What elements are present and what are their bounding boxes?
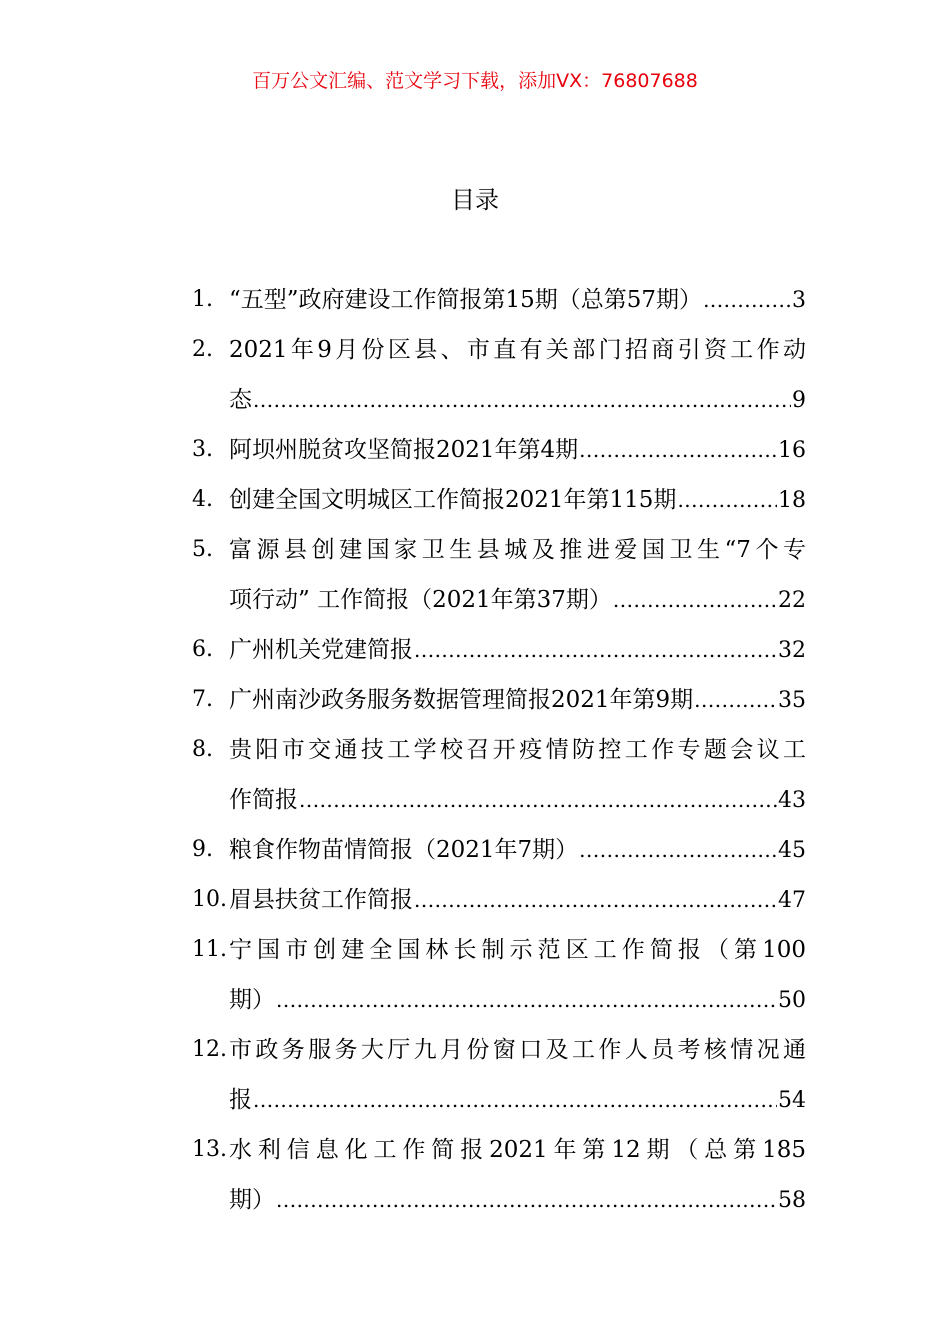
toc-entry-title: 期） xyxy=(229,1187,275,1213)
toc-page-number: 45 xyxy=(778,838,806,863)
dot-leader xyxy=(414,625,777,675)
toc-page-number: 3 xyxy=(792,288,806,313)
toc-page-number: 22 xyxy=(778,588,806,613)
dot-leader xyxy=(703,275,791,325)
toc-page-number: 47 xyxy=(778,888,806,913)
toc-entry-title: 创建全国文明城区工作简报2021年第115期 xyxy=(229,487,677,513)
toc-entry[interactable] xyxy=(192,1125,806,1225)
toc-page-number: 35 xyxy=(778,688,806,713)
toc-entry[interactable] xyxy=(192,525,806,625)
watermark-banner: 百万公文汇编、范文学习下载，添加VX：76807688 xyxy=(252,70,698,92)
toc-line xyxy=(192,575,806,625)
toc-line xyxy=(192,525,806,575)
toc-line xyxy=(192,625,806,675)
toc-leader-row xyxy=(229,475,806,525)
toc-entry-number: 7. xyxy=(192,687,213,712)
toc-entry-title: 广州南沙政务服务数据管理简报2021年第9期 xyxy=(229,687,694,713)
toc-entry-title: 阿坝州脱贫攻坚简报2021年第4期 xyxy=(229,437,579,463)
dot-leader xyxy=(299,775,777,825)
toc-line xyxy=(192,275,806,325)
toc-entry-title: 作简报 xyxy=(229,787,298,813)
toc-entry-number: 8. xyxy=(192,737,213,762)
toc-leader-row xyxy=(229,875,806,925)
toc-line xyxy=(192,475,806,525)
dot-leader xyxy=(694,675,777,725)
toc-entry[interactable] xyxy=(192,825,806,875)
toc-page-number: 54 xyxy=(778,1088,806,1113)
toc-line xyxy=(192,875,806,925)
toc-leader-row xyxy=(229,775,806,825)
toc-entry-number: 10. xyxy=(192,887,227,912)
toc-entry-title: 期） xyxy=(229,987,275,1013)
toc-page-number: 58 xyxy=(778,1188,806,1213)
dot-leader xyxy=(677,475,777,525)
toc-page-number: 43 xyxy=(778,788,806,813)
toc-entry-number: 3. xyxy=(192,437,213,462)
page-title: 目录 xyxy=(451,186,499,214)
table-of-contents xyxy=(192,275,806,1225)
dot-leader xyxy=(414,875,777,925)
toc-entry-number: 6. xyxy=(192,637,213,662)
toc-page-number: 18 xyxy=(778,488,806,513)
toc-entry[interactable] xyxy=(192,675,806,725)
toc-entry[interactable] xyxy=(192,275,806,325)
toc-page-number: 16 xyxy=(778,438,806,463)
toc-line xyxy=(192,775,806,825)
toc-entry[interactable] xyxy=(192,475,806,525)
toc-line xyxy=(192,1075,806,1125)
toc-entry-number: 12. xyxy=(192,1037,227,1062)
toc-entry[interactable] xyxy=(192,325,806,425)
dot-leader xyxy=(276,975,777,1025)
toc-line xyxy=(192,1125,806,1175)
toc-entry-number: 9. xyxy=(192,837,213,862)
toc-entry-title: 态 xyxy=(229,387,252,413)
toc-leader-row xyxy=(229,975,806,1025)
toc-leader-row xyxy=(229,1075,806,1125)
dot-leader xyxy=(579,825,777,875)
toc-entry-title: 水利信息化工作简报2021年第12期（总第185 xyxy=(229,1137,806,1163)
dot-leader xyxy=(253,1075,777,1125)
toc-entry-number: 13. xyxy=(192,1137,227,1162)
toc-line xyxy=(192,725,806,775)
toc-leader-row xyxy=(229,375,806,425)
toc-page-number: 9 xyxy=(792,388,806,413)
toc-entry[interactable] xyxy=(192,725,806,825)
toc-leader-row xyxy=(229,675,806,725)
toc-entry[interactable] xyxy=(192,1025,806,1125)
toc-leader-row xyxy=(229,575,806,625)
toc-line xyxy=(192,675,806,725)
dot-leader xyxy=(276,1175,777,1225)
toc-line xyxy=(192,325,806,375)
toc-entry-title: 报 xyxy=(229,1087,252,1113)
toc-line xyxy=(192,1025,806,1075)
dot-leader xyxy=(253,375,791,425)
toc-page-number: 32 xyxy=(778,638,806,663)
toc-page-number: 50 xyxy=(778,988,806,1013)
toc-entry-title: “五型”政府建设工作简报第15期（总第57期） xyxy=(229,287,703,313)
toc-entry-title: 市政务服务大厅九月份窗口及工作人员考核情况通 xyxy=(229,1037,806,1063)
toc-entry-title: 2021年9月份区县、市直有关部门招商引资工作动 xyxy=(229,337,806,363)
dot-leader xyxy=(613,575,777,625)
toc-line xyxy=(192,1175,806,1225)
toc-line xyxy=(192,975,806,1025)
toc-entry-title: 眉县扶贫工作简报 xyxy=(229,887,413,913)
dot-leader xyxy=(579,425,777,475)
toc-leader-row xyxy=(229,1175,806,1225)
toc-entry[interactable] xyxy=(192,925,806,1025)
toc-entry-number: 11. xyxy=(192,937,227,962)
toc-entry[interactable] xyxy=(192,875,806,925)
toc-leader-row xyxy=(229,625,806,675)
toc-leader-row xyxy=(229,425,806,475)
toc-line xyxy=(192,425,806,475)
toc-line xyxy=(192,825,806,875)
toc-leader-row xyxy=(229,825,806,875)
toc-entry-title: 宁国市创建全国林长制示范区工作简报（第100 xyxy=(229,937,806,963)
toc-entry-title: 项行动” 工作简报（2021年第37期） xyxy=(229,587,612,613)
toc-leader-row xyxy=(229,275,806,325)
toc-entry-number: 5. xyxy=(192,537,213,562)
toc-entry[interactable] xyxy=(192,425,806,475)
toc-entry-number: 4. xyxy=(192,487,213,512)
toc-entry-title: 贵阳市交通技工学校召开疫情防控工作专题会议工 xyxy=(229,737,806,763)
toc-entry-title: 富源县创建国家卫生县城及推进爱国卫生“7个专 xyxy=(229,537,806,563)
toc-entry-title: 广州机关党建简报 xyxy=(229,637,413,663)
toc-entry-number: 1. xyxy=(192,287,213,312)
toc-entry-number: 2. xyxy=(192,337,213,362)
toc-line xyxy=(192,375,806,425)
toc-line xyxy=(192,925,806,975)
toc-entry-title: 粮食作物苗情简报（2021年7期） xyxy=(229,837,579,863)
toc-entry[interactable] xyxy=(192,625,806,675)
